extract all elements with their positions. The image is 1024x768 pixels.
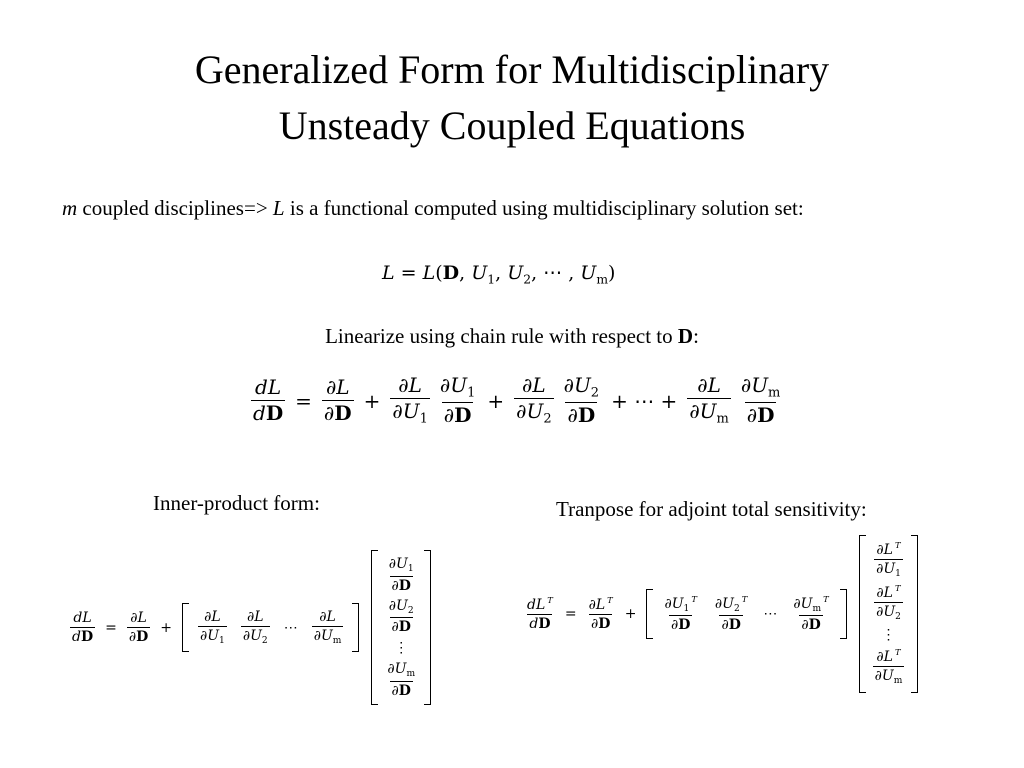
adjoint-equation: $\frac{dL ^T}{dD}$ = $\frac{\partial L ^T}{\partial D}$ + $\frac{\partial U_1^T}{\partial D}$ $\frac{\partial U_2^T}{\partial D}$ ⋯ $\frac{\partial U_m^T}{\partial D}$ $\frac{\partial L ^T}{\partial U_1}$ $\frac{\partial L ^T}{\partial U_2}$ ⋮ $\frac{\partial L ^T}{\partial U_m}$: [521, 535, 918, 693]
transposed-row-vector: $\frac{\partial U_1^T}{\partial D}$ $\frac{\partial U_2^T}{\partial D}$ ⋯ $\frac{\partial U_m^T}{\partial D}$: [646, 589, 846, 640]
linearize-var: D: [677, 324, 694, 348]
intro-text: [62, 196, 804, 221]
inner-product-label: Inner-product form:: [153, 491, 320, 515]
intro-part2: is a functional computed using multidisciplinary solution set:: [284, 196, 804, 220]
adjoint-label: Tranpose for adjoint total sensitivity:: [556, 497, 867, 521]
title-line-1: Generalized Form for Multidisciplinary: [194, 47, 830, 92]
slide-title: [0, 42, 1024, 154]
column-vector: $\frac{\partial U_1}{\partial D}$ $\frac{\partial U_2}{\partial D}$ ⋮ $\frac{\partial U_m}{\partial D}$: [371, 550, 431, 705]
chain-rule-equation: $\frac{dL}{dD}$ = $\frac{\partial L}{\partial D}$ + $\frac{\partial L}{\partial U_1}$ $\frac{\partial U_1}{\partial D}$ + $\frac{\partial L}{\partial U_2}$ $\frac{\partial U_2}{\partial D}$ + ⋯ + $\frac{\partial L}{\partial U_m}$ $\frac{\partial U_m}{\partial D}$: [253, 373, 781, 428]
transposed-column-vector: $\frac{\partial L ^T}{\partial U_1}$ $\frac{\partial L ^T}{\partial U_2}$ ⋮ $\frac{\partial L ^T}{\partial U_m}$: [859, 535, 919, 693]
intro-part1: coupled disciplines=>: [77, 196, 273, 220]
functional-equation: L = L(D, $U_1$, $U_2$, ⋯ , $U_m$): [382, 262, 616, 287]
inner-product-equation: $\frac{dL}{dD}$ = $\frac{\partial L}{\partial D}$ + $\frac{\partial L}{\partial U_1}$ $\frac{\partial L}{\partial U_2}$ ⋯ $\frac{\partial L}{\partial U_m}$ $\frac{\partial U_1}{\partial D}$ $\frac{\partial U_2}{\partial D}$ ⋮ $\frac{\partial U_m}{\partial D}$: [66, 550, 431, 705]
linearize-label: Linearize using chain rule with respect to: [325, 324, 678, 348]
linearize-text: Linearize using chain rule with respect to D:: [325, 324, 699, 348]
row-vector: $\frac{\partial L}{\partial U_1}$ $\frac{\partial L}{\partial U_2}$ ⋯ $\frac{\partial L}{\partial U_m}$: [182, 603, 359, 653]
intro-m: m: [62, 196, 78, 220]
intro-L: L: [272, 196, 285, 220]
title-line-2: Unsteady Coupled Equations: [278, 103, 746, 148]
